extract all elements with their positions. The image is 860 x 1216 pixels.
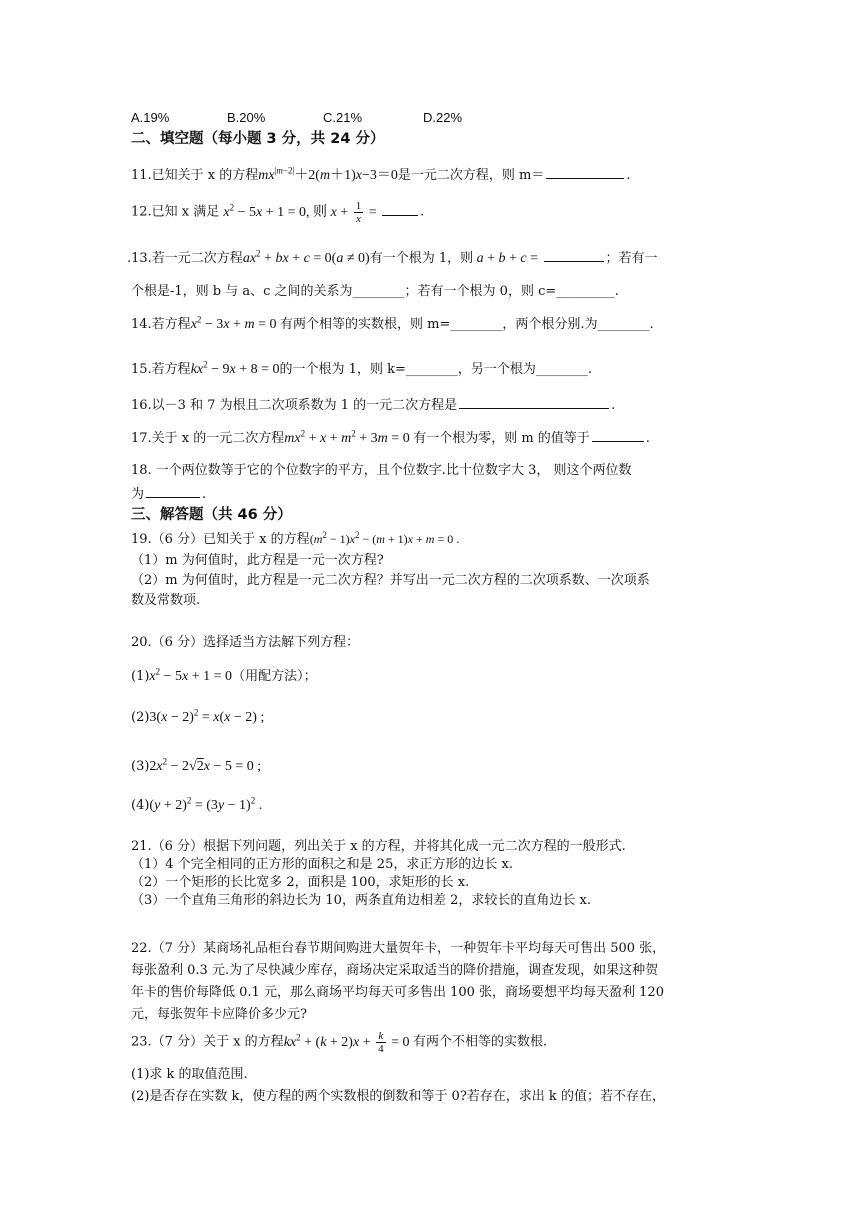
q13-sum: a + b + c = bbox=[476, 251, 542, 266]
question-22-line1: 22.（7 分）某商场礼品柜台春节期间购进大量贺年卡，一种贺年卡平均每天可售出 500 张， bbox=[131, 941, 666, 956]
question-21-line3: （2）一个矩形的长比宽多 2，面积是 100，求矩形的长 x. bbox=[131, 875, 470, 890]
question-11: 11.已知关于 x 的方程$mx^{|m-2|}+2(m+1)x-3=0$是一元二次方程，则 m＝ . bbox=[131, 165, 631, 183]
question-21-line2: （1）4 个完全相同的正方形的面积之和是 25，求正方形的边长 x. bbox=[131, 857, 513, 872]
question-15: 15.若方程$kx^2 - 9x + 8 = 0$的一个根为 1，则 k=________，另一个根为________. bbox=[131, 359, 592, 377]
section-2-title: 二、填空题（每小题 3 分，共 24 分） bbox=[131, 131, 385, 147]
question-20-part2: $(2)3(x - 2)^2 = x(x - 2)$ ; bbox=[131, 707, 265, 725]
question-20-part3: $(3)2x^2 - 2√2x - 5 = 0$ ; bbox=[131, 756, 262, 774]
q12-blank[interactable] bbox=[382, 202, 418, 216]
question-20-part1: $(1)x^2 - 5x + 1 = 0$（用配方法）； bbox=[131, 666, 317, 684]
q13-equation: $ax^2$ + bx + c = 0(a ≠ 0) bbox=[242, 248, 370, 266]
question-22-line3: 年卡的售价每降低 0.1 元，那么商场平均每天可多售出 100 张，商场要想平均每天盈利 120 bbox=[131, 985, 664, 1000]
section-3-title: 三、解答题（共 46 分） bbox=[131, 507, 292, 523]
option-a: A.19% bbox=[131, 110, 170, 125]
question-22-line2: 每张盈利 0.3 元.为了尽快减少库存，商场决定采取适当的降价措施，调查发现，如果这种贺 bbox=[131, 963, 659, 978]
q15-equation: $kx^2 - 9x + 8 = 0$ bbox=[190, 359, 280, 377]
question-21-line1: 21.（6 分）根据下列问题，列出关于 x 的方程，并将其化成一元二次方程的一般形式. bbox=[131, 839, 626, 854]
question-22-line4: 元，每张贺年卡应降价多少元? bbox=[131, 1007, 307, 1022]
question-18-line1: 18. 一个两位数等于它的个位数字的平方，且个位数字.比十位数字大 3， 则这个两位数 bbox=[131, 463, 632, 478]
q14-equation: $x^2 - 3x + m = 0$ bbox=[190, 314, 280, 332]
question-19-line4: 数及常数项. bbox=[131, 593, 201, 608]
question-16: 16.以－3 和 7 为根且二次项系数为 1 的一元二次方程是 . bbox=[131, 395, 615, 415]
q12-equation: $x^2 - 5x + 1 = 0$, 则 x + $\frac{1}{x}$ = bbox=[223, 200, 381, 225]
q10-options bbox=[131, 109, 462, 127]
option-c: C.21% bbox=[323, 110, 363, 125]
q17-blank[interactable] bbox=[592, 428, 644, 442]
question-12: 12.已知 x 满足 $x^2 - 5x + 1 = 0$, 则 x + $\frac{1}{x}$ = . bbox=[131, 200, 425, 225]
question-19-line3: （2）m 为何值时，此方程是一元二次方程？并写出一元二次方程的二次项系数、一次项系 bbox=[131, 573, 650, 588]
question-23-line1: 23.（7 分）关于 x 的方程$kx^2 + (k + 2)x$ + $\frac{k}{4}$ = 0 有两个不相等的实数根. bbox=[131, 1030, 548, 1055]
q23-equation: $kx^2 + (k + 2)x$ + $\frac{k}{4}$ = 0 bbox=[283, 1030, 413, 1055]
q11-equation: $mx^{|m-2|}+2(m+1)x-3=0$ bbox=[258, 165, 398, 183]
q17-equation: $mx^2 + x + m^2 + 3m = 0$ bbox=[284, 428, 414, 446]
q18-blank[interactable] bbox=[146, 484, 200, 498]
q19-equation: $(m^2 - 1)x^2 - (m + 1)x + m = 0$ . bbox=[309, 530, 460, 546]
question-20-title: 20.（6 分）选择适当方法解下列方程： bbox=[131, 635, 360, 650]
question-14: 14.若方程$x^2 - 3x + m = 0$ 有两个相等的实数根，则 m=________，两个根分别.为________. bbox=[131, 314, 654, 332]
q16-blank[interactable] bbox=[459, 395, 609, 409]
question-13-line1: .13.若一元二次方程$ax^2$ + bx + c = 0(a ≠ 0)有一个根为 1，则 a + b + c = ；若有一 bbox=[127, 248, 658, 266]
question-23-part2: (2)是否存在实数 k，使方程的两个实数根的倒数和等于 0?若存在，求出 k 的值；若不存在， bbox=[131, 1089, 665, 1104]
question-19-line1: 19.（6 分）已知关于 x 的方程$(m^2 - 1)x^2 - (m + 1)x + m = 0$ . bbox=[131, 530, 460, 547]
question-21-line4: （3）一个直角三角形的斜边长为 10，两条直角边相差 2，求较长的直角边长 x. bbox=[131, 893, 591, 908]
question-23-part1: (1)求 k 的取值范围. bbox=[131, 1067, 248, 1082]
q11-blank[interactable] bbox=[546, 165, 624, 179]
option-d: D.22% bbox=[423, 110, 463, 125]
question-20-part4: $(4)(y + 2)^2 = (3y - 1)^2$ . bbox=[131, 795, 263, 813]
question-17: 17.关于 x 的一元二次方程$mx^2 + x + m^2 + 3m = 0$ 有一个根为零，则 m 的值等于 . bbox=[131, 428, 650, 446]
option-b: B.20% bbox=[227, 110, 266, 125]
question-13-line2: 个根是-1，则 b 与 a、c 之间的关系为________；若有一个根为 0，则 c=_________. bbox=[131, 284, 619, 299]
question-19-line2: （1）m 为何值时，此方程是一元一次方程? bbox=[131, 553, 384, 568]
question-18-line2: 为 . bbox=[131, 484, 206, 504]
q13-blank-1[interactable] bbox=[544, 248, 604, 262]
